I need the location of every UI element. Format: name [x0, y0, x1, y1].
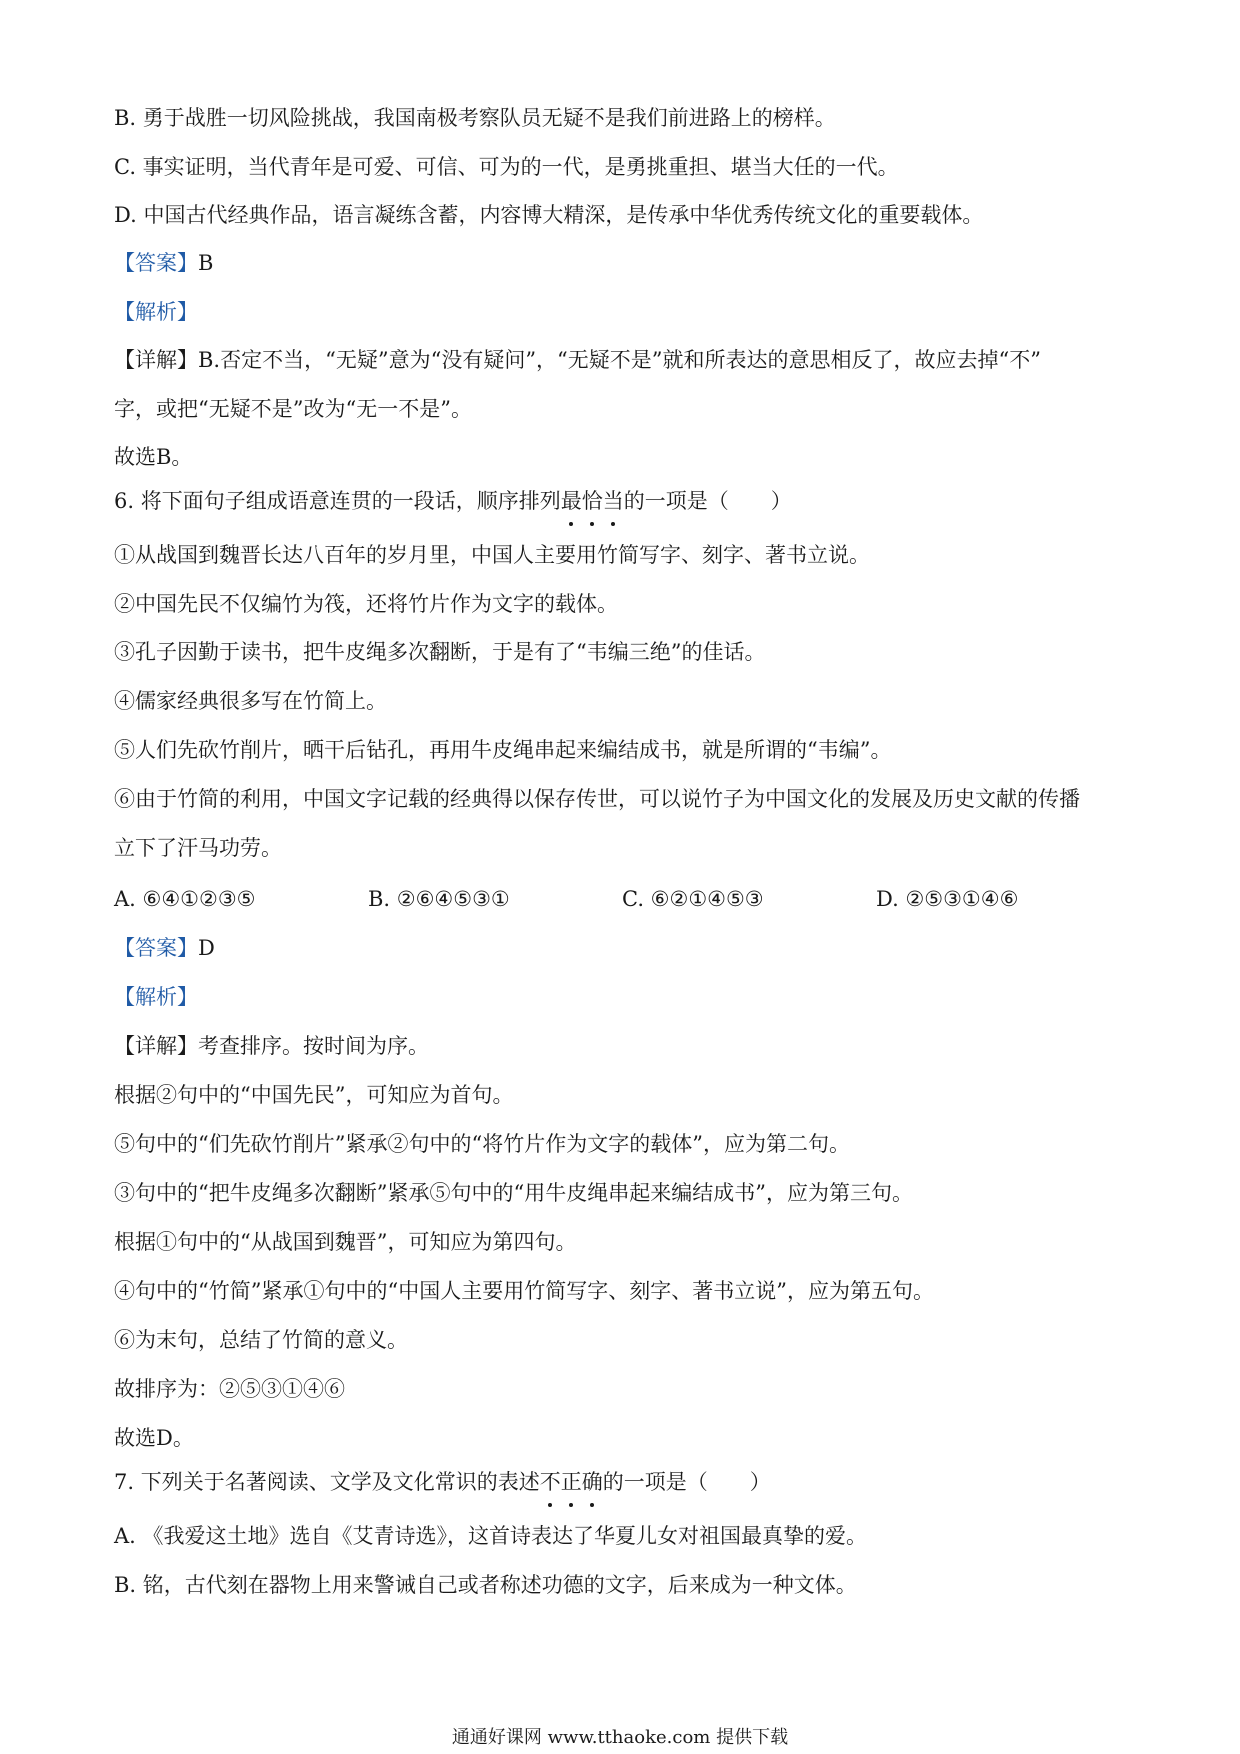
answer-tag: 【答案】	[114, 936, 198, 960]
q5-detail-line-2: 字，或把“无疑不是”改为“无一不是”。	[114, 397, 472, 421]
q6-stem	[114, 486, 1140, 516]
q6-detail-line-2: 根据②句中的“中国先民”，可知应为首句。	[114, 1083, 514, 1107]
q6-option-c: C. ⑥②①④⑤③	[622, 887, 764, 911]
q6-analysis-tag	[114, 982, 1140, 1012]
analysis-tag: 【解析】	[114, 985, 198, 1009]
emphasis-char: 恰	[582, 486, 603, 516]
q7-option-a: A. 《我爱这土地》选自《艾青诗选》，这首诗表达了华夏儿女对祖国最真挚的爱。	[114, 1524, 868, 1548]
q6-answer	[114, 933, 1140, 963]
answer-value: B	[198, 251, 214, 275]
analysis-tag: 【解析】	[114, 300, 198, 324]
q6-option-a: A. ⑥④①②③⑤	[114, 887, 256, 911]
q6-detail-line-3: ⑤句中的“们先砍竹削片”紧承②句中的“将竹片作为文字的载体”，应为第二句。	[114, 1132, 850, 1156]
q5-conclusion: 故选B。	[114, 445, 193, 469]
emphasis-char: 正	[561, 1467, 582, 1497]
q5-option-d: D. 中国古代经典作品，语言凝练含蓄，内容博大精深，是传承中华优秀传统文化的重要载体。	[114, 203, 984, 227]
q5-analysis-tag	[114, 297, 1140, 327]
q6-sentence-3: ③孔子因勤于读书，把牛皮绳多次翻断，于是有了“韦编三绝”的佳话。	[114, 640, 766, 664]
emphasis-char: 最	[561, 486, 582, 516]
q5-answer	[114, 248, 1140, 278]
q6-stem-suffix: 的一项是（ ）	[623, 489, 792, 513]
q5-option-c: C. 事实证明，当代青年是可爱、可信、可为的一代，是勇挑重担、堪当大任的一代。	[114, 155, 899, 179]
detail-tag: 【详解】	[114, 1034, 198, 1058]
q7-stem-prefix: 7. 下列关于名著阅读、文学及文化常识的表述	[114, 1470, 540, 1494]
emphasis-char: 当	[603, 486, 624, 516]
q6-options	[114, 884, 1134, 914]
q6-sentence-4: ④儒家经典很多写在竹简上。	[114, 689, 387, 713]
q6-detail-line-5: 根据①句中的“从战国到魏晋”，可知应为第四句。	[114, 1230, 577, 1254]
detail-text: 考查排序。按时间为序。	[198, 1034, 429, 1058]
detail-tag: 【详解】	[114, 348, 198, 372]
q6-stem-prefix: 6. 将下面句子组成语意连贯的一段话，顺序排列	[114, 489, 561, 513]
q6-sentence-1: ①从战国到魏晋长达八百年的岁月里，中国人主要用竹简写字、刻字、著书立说。	[114, 543, 870, 567]
emphasis-char: 确	[582, 1467, 603, 1497]
q6-option-d: D. ②⑤③①④⑥	[876, 887, 1019, 911]
q6-detail-line-4: ③句中的“把牛皮绳多次翻断”紧承⑤句中的“用牛皮绳串起来编结成书”，应为第三句。	[114, 1181, 913, 1205]
q6-detail-line-8: 故排序为：②⑤③①④⑥	[114, 1377, 345, 1401]
q7-stem-suffix: 的一项是（ ）	[602, 1470, 771, 1494]
q6-option-b: B. ②⑥④⑤③①	[368, 887, 510, 911]
q6-sentence-6-cont: 立下了汗马功劳。	[114, 836, 282, 860]
answer-tag: 【答案】	[114, 251, 198, 275]
q6-detail-line-1	[114, 1031, 1140, 1061]
q6-conclusion: 故选D。	[114, 1426, 194, 1450]
q5-detail-line-1	[114, 345, 1140, 375]
q6-sentence-6: ⑥由于竹简的利用，中国文字记载的经典得以保存传世，可以说竹子为中国文化的发展及历史文献的传播	[114, 787, 1080, 811]
emphasis-char: 不	[540, 1467, 561, 1497]
q7-stem	[114, 1467, 1140, 1497]
page-footer[interactable]: 通通好课网 www.tthaoke.com 提供下载	[451, 1727, 789, 1748]
answer-value: D	[198, 936, 215, 960]
detail-text: B.否定不当，“无疑”意为“没有疑问”，“无疑不是”就和所表达的意思相反了，故应去掉“不”	[198, 348, 1041, 372]
q5-option-b: B. 勇于战胜一切风险挑战，我国南极考察队员无疑不是我们前进路上的榜样。	[114, 106, 836, 130]
q6-sentence-2: ②中国先民不仅编竹为筏，还将竹片作为文字的载体。	[114, 592, 618, 616]
q7-option-b: B. 铭，古代刻在器物上用来警诫自己或者称述功德的文字，后来成为一种文体。	[114, 1573, 857, 1597]
q6-sentence-5: ⑤人们先砍竹削片，晒干后钻孔，再用牛皮绳串起来编结成书，就是所谓的“韦编”。	[114, 738, 892, 762]
q6-detail-line-6: ④句中的“竹简”紧承①句中的“中国人主要用竹简写字、刻字、著书立说”，应为第五句。	[114, 1279, 934, 1303]
q6-detail-line-7: ⑥为末句，总结了竹简的意义。	[114, 1328, 408, 1352]
